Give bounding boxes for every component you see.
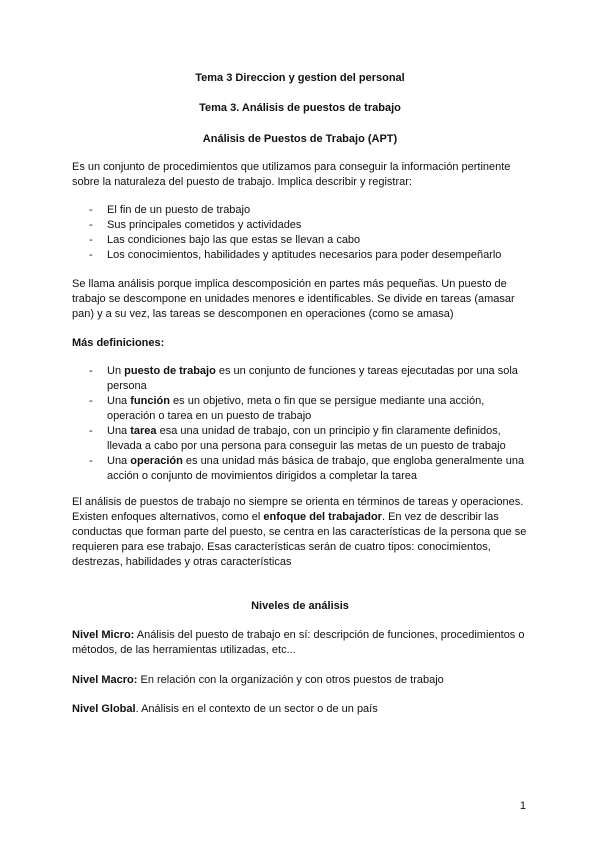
definitions-list [72, 364, 532, 484]
section-title: Tema 3. Análisis de puestos de trabajo [199, 102, 401, 114]
definitions-heading: Más definiciones: [72, 337, 165, 349]
level-global: Nivel Global. Análisis en el contexto de un sector o de un país [72, 703, 378, 715]
purpose-list [72, 203, 532, 263]
definition-item: - Un puesto de trabajo es un conjunto de funciones y tareas ejecutadas por una sola persona [72, 364, 532, 394]
definition-item: - Una función es un objetivo, meta o fin que se persigue mediante una acción, operación o tarea en un puesto de trabajo [72, 394, 532, 424]
definition-item: - Una operación es una unidad más básica de trabajo, que engloba generalmente una acción o conjunto de movimientos dirigidos a completar la tarea [72, 454, 532, 484]
subsection-title: Análisis de Puestos de Trabajo (APT) [202, 133, 398, 145]
definition-item: - Una tarea esa una unidad de trabajo, con un principio y fin claramente definidos, llevada a cabo por una persona para conseguir las metas de un puesto de trabajo [72, 424, 532, 454]
doc-title: Tema 3 Direccion y gestion del personal [195, 72, 405, 84]
list-item: - Los conocimientos, habilidades y aptitudes necesarios para poder desempeñarlo [72, 248, 532, 263]
approach-paragraph: El análisis de puestos de trabajo no siempre se orienta en términos de tareas y operaciones. Existen enfoques alternativos, como el enfoque del trabajador. En vez de describir las conductas que forman parte del puesto, se centra en las características de la persona que se requieren para ese trabajo. Esas características serán de cuatro tipos: conocimientos, destrezas, habilidades y otras características [72, 496, 527, 568]
list-item: - Las condiciones bajo las que estas se llevan a cabo [72, 233, 532, 248]
page-number: 1 [519, 800, 526, 812]
intro-paragraph: Es un conjunto de procedimientos que utilizamos para conseguir la información pertinente sobre la naturaleza del puesto de trabajo. Implica describir y registrar: [72, 161, 511, 188]
list-item: - El fin de un puesto de trabajo [72, 203, 532, 218]
levels-heading: Niveles de análisis [251, 600, 349, 612]
analysis-paragraph: Se llama análisis porque implica descomposición en partes más pequeñas. Un puesto de trabajo se descompone en unidades menores e identificables. Se divide en tareas (amasar pan) y a su vez, las tareas se descomponen en operaciones (como se amasa) [72, 278, 515, 320]
level-micro: Nivel Micro: Análisis del puesto de trabajo en sí: descripción de funciones, procedimientos o métodos, de las herramientas utilizadas, etc... [72, 629, 525, 656]
level-macro: Nivel Macro: En relación con la organización y con otros puestos de trabajo [72, 674, 444, 686]
list-item: - Sus principales cometidos y actividades [72, 218, 532, 233]
